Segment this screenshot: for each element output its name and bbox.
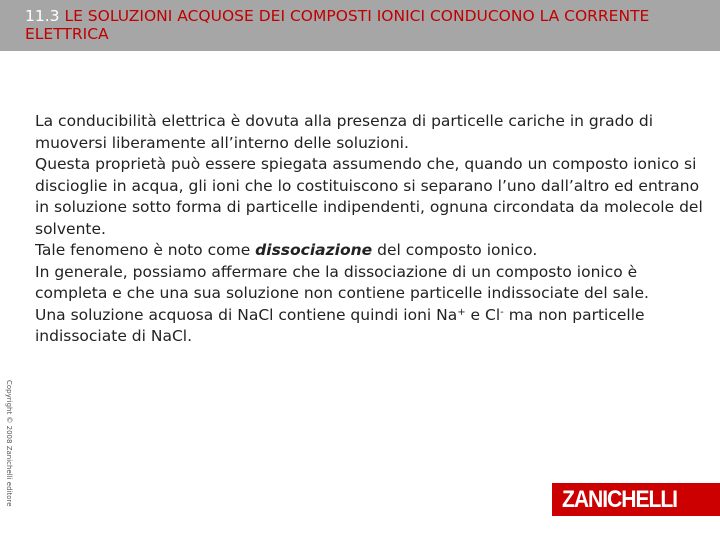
paragraph-2: Questa proprietà può essere spiegata assumendo che, quando un composto ionico si discioglie in acqua, gli ioni che lo costituiscono si separano l’uno dall’altro ed entrano in soluzione sotto forma di particelle indipendenti, ognuna circondata da molecole del solvente. (35, 155, 703, 238)
title-text: LE SOLUZIONI ACQUOSE DEI COMPOSTI IONICI CONDUCONO LA CORRENTE ELETTRICA (25, 7, 650, 43)
slide-title (25, 7, 715, 43)
sodium-charge: + (457, 306, 466, 318)
paragraph-3-start: Tale fenomeno è noto come (35, 241, 256, 259)
paragraph-5-c: ma non particelle indissociate di NaCl. (35, 305, 645, 345)
chloride-charge: - (500, 306, 504, 318)
emphasis-term: dissociazione (255, 241, 373, 259)
logo-text: ZANICHELLI (562, 486, 677, 513)
paragraph-4: In generale, possiamo affermare che la dissociazione di un composto ionico è completa e che una sua soluzione non contiene particelle indissociate del sale. (35, 262, 649, 302)
paragraph-3-end: del composto ionico. (372, 241, 538, 259)
paragraph-5 (35, 305, 705, 348)
paragraph-5-a: Una soluzione acquosa di NaCl contiene quindi ioni Na (35, 305, 458, 324)
publisher-logo (552, 483, 720, 516)
paragraph-1: La conducibilità elettrica è dovuta alla presenza di particelle cariche in grado di muoversi liberamente all’interno delle soluzioni. (35, 112, 653, 152)
body-text (35, 111, 705, 348)
paragraph-3 (35, 240, 705, 262)
paragraph-5-b: e Cl (465, 305, 501, 324)
copyright-notice (0, 380, 16, 525)
copyright-text: Copyright © 2008 Zanichelli editore (5, 380, 13, 507)
section-number: 11.3 (25, 7, 60, 25)
